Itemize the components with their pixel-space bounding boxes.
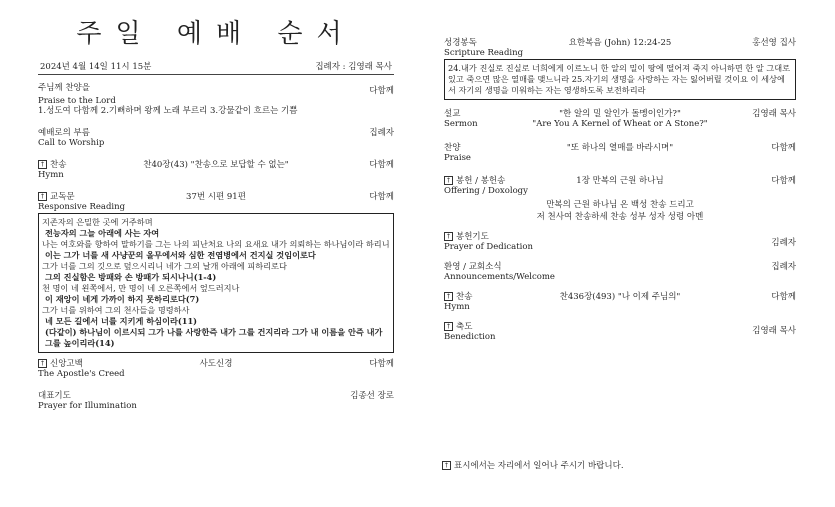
item-leader: 집례자 [771,262,796,272]
item-ko-label: 주님께 찬양을 [38,83,90,93]
item-detail: 사도신경 [199,359,233,369]
item-en-label: Benediction [444,332,496,342]
standing-mark-icon: † [38,359,47,368]
standing-mark-icon: † [442,461,451,470]
call-worship-item [38,128,394,148]
item-ko-label: 예배로의 부름 [38,128,90,138]
reading-line: 이 재앙이 네게 가까이 하지 못하리로다(7) [45,294,200,304]
item-ko-label: 찬양 [444,143,461,153]
item-leader: 홍선영 집사 [752,38,796,48]
item-leader: 다함께 [369,192,394,202]
doxology-lyrics-1: 만복의 근원 하나님 온 백성 찬송 드리고 [546,200,694,210]
standing-mark-icon: † [444,322,453,331]
item-en-label: Sermon [444,119,478,129]
item-leader: 김영래 목사 [752,109,796,119]
praise-call-item [38,83,394,116]
footnote-text: 표시에서는 자리에서 일어나 주시기 바랍니다. [454,461,624,471]
item-en-label: Offering / Doxology [444,186,528,196]
page-title: 주일 예배 순서 [76,19,356,49]
reading-line: 그가 너를 그의 깃으로 덮으시리니 네가 그의 날개 아래에 피하리로다 [42,261,287,271]
item-en-label: Call to Worship [38,138,105,148]
item-leader: 다함께 [771,143,796,153]
sermon-item [444,109,796,129]
item-leader: 다함께 [369,160,394,170]
presider: 집례자 : 김영래 목사 [315,62,392,72]
item-leader: 다함께 [771,292,796,302]
praise-songs: 1.성도여 다함께 2.기뻐하며 왕께 노래 부르리 3.강물같이 흐르는 기쁨 [38,106,298,116]
item-en-label: The Apostle's Creed [38,369,125,379]
item-ko-label: 성경봉독 [444,38,477,48]
standing-mark-icon: † [38,160,47,169]
item-ko-label: 찬송 [50,160,67,170]
item-ko-label: 대표기도 [38,391,71,401]
item-en-label: Scripture Reading [444,48,524,58]
item-leader: 다함께 [771,176,796,186]
item-ko-label: 봉헌기도 [456,232,489,242]
dedication-item [444,232,796,252]
scripture-item [444,38,796,58]
left-column [38,0,394,411]
doxology-lyrics-2: 저 천사여 찬송하세 찬송 성부 성자 성령 아멘 [536,212,704,222]
item-detail: 찬436장(493) "나 이제 주님의" [559,292,681,302]
item-detail: 1장 만복의 근원 하나님 [576,176,664,186]
item-en-label: Praise to the Lord [38,96,116,106]
reading-line: 그가 너를 위하여 그의 천사들을 명령하사 [42,305,190,315]
item-leader: 김종선 장로 [350,391,394,401]
item-leader: 다함께 [369,359,394,369]
sermon-title-ko: "한 알의 밀 알인가 돌멩이인가?" [559,109,681,119]
date-line [38,58,394,75]
scripture-text: 24.내가 진실로 진실로 너희에게 이르노니 한 알의 밀이 땅에 떨어져 죽지 아니하면 한 알 그대로 있고 죽으면 많은 열매를 맺느니라 25.자기의 생명을 사랑하는 자는 잃어버릴 것이요 이 세상에서 자기의 생명을 미워하는 자는 영생하도록 보전하리라 [448,63,791,95]
benediction-item [444,322,796,342]
item-leader: 집례자 [369,128,394,138]
reading-line: 네 모든 길에서 너를 지키게 하심이라(11) [45,316,198,326]
standing-mark-icon: † [38,192,47,201]
service-date: 2024년 4월 14일 11시 15분 [40,62,152,72]
reading-line: (다같이) 하나님이 이르시되 그가 나를 사랑한즉 내가 그를 건지리라 그가 내 이름을 안즉 내가 그를 높이리라(14) [45,327,383,348]
item-leader: 김례자 [771,238,796,248]
hymn2-item [444,292,796,312]
item-ko-label: 봉헌 / 봉헌송 [456,176,506,186]
creed-item [38,359,394,379]
announce-item [444,262,796,282]
item-en-label: Prayer of Dedication [444,242,533,252]
item-detail: "또 하나의 열매를 바라시며" [566,143,674,153]
item-en-label: Responsive Reading [38,202,126,212]
right-column [444,38,796,342]
item-ko-label: 찬송 [456,292,473,302]
responsive-reading-box [38,213,394,353]
item-en-label: Praise [444,153,471,163]
item-en-label: Hymn [38,170,64,180]
item-detail: 찬40장(43) "찬송으로 보답할 수 없는" [143,160,289,170]
item-en-label: Announcements/Welcome [444,272,555,282]
item-detail: 요한복음 (John) 12:24-25 [568,38,672,48]
standing-mark-icon: † [444,292,453,301]
item-en-label: Hymn [444,302,470,312]
item-ko-label: 신앙고백 [50,359,83,369]
item-leader: 김영래 목사 [752,326,796,336]
praise-item [444,143,796,163]
prayer-item [38,391,394,411]
standing-mark-icon: † [444,176,453,185]
reading-line: 천 명이 네 왼쪽에서, 만 명이 네 오른쪽에서 엎드러지나 [42,283,240,293]
reading-line: 그의 진실함은 방패와 손 방패가 되시나니(1-4) [45,272,217,282]
item-ko-label: 축도 [456,322,473,332]
standing-mark-icon: † [444,232,453,241]
sermon-title-en: "Are You A Kernel of Wheat or A Stone?" [532,119,708,129]
item-detail: 37번 시편 91편 [186,192,246,202]
item-ko-label: 환영 / 교회소식 [444,262,502,272]
hymn-item [38,160,394,180]
item-leader: 다함께 [369,86,394,96]
reading-line: 지존자의 은밀한 곳에 거주하며 [42,217,153,227]
item-ko-label: 교독문 [50,192,75,202]
reading-line: 전능자의 그늘 아래에 사는 자여 [45,228,160,238]
item-en-label: Prayer for Illumination [38,401,137,411]
item-ko-label: 설교 [444,109,461,119]
reading-line: 나는 여호와를 향하여 말하기를 그는 나의 피난처요 나의 요새요 내가 의뢰하는 하나님이라 하리니 [42,239,390,249]
footnote [442,461,624,471]
scripture-text-box [444,59,796,100]
offering-item [444,176,796,222]
responsive-item [38,192,394,212]
reading-line: 이는 그가 너를 새 사냥꾼의 올무에서와 심한 전염병에서 건지실 것임이로다 [45,250,316,260]
